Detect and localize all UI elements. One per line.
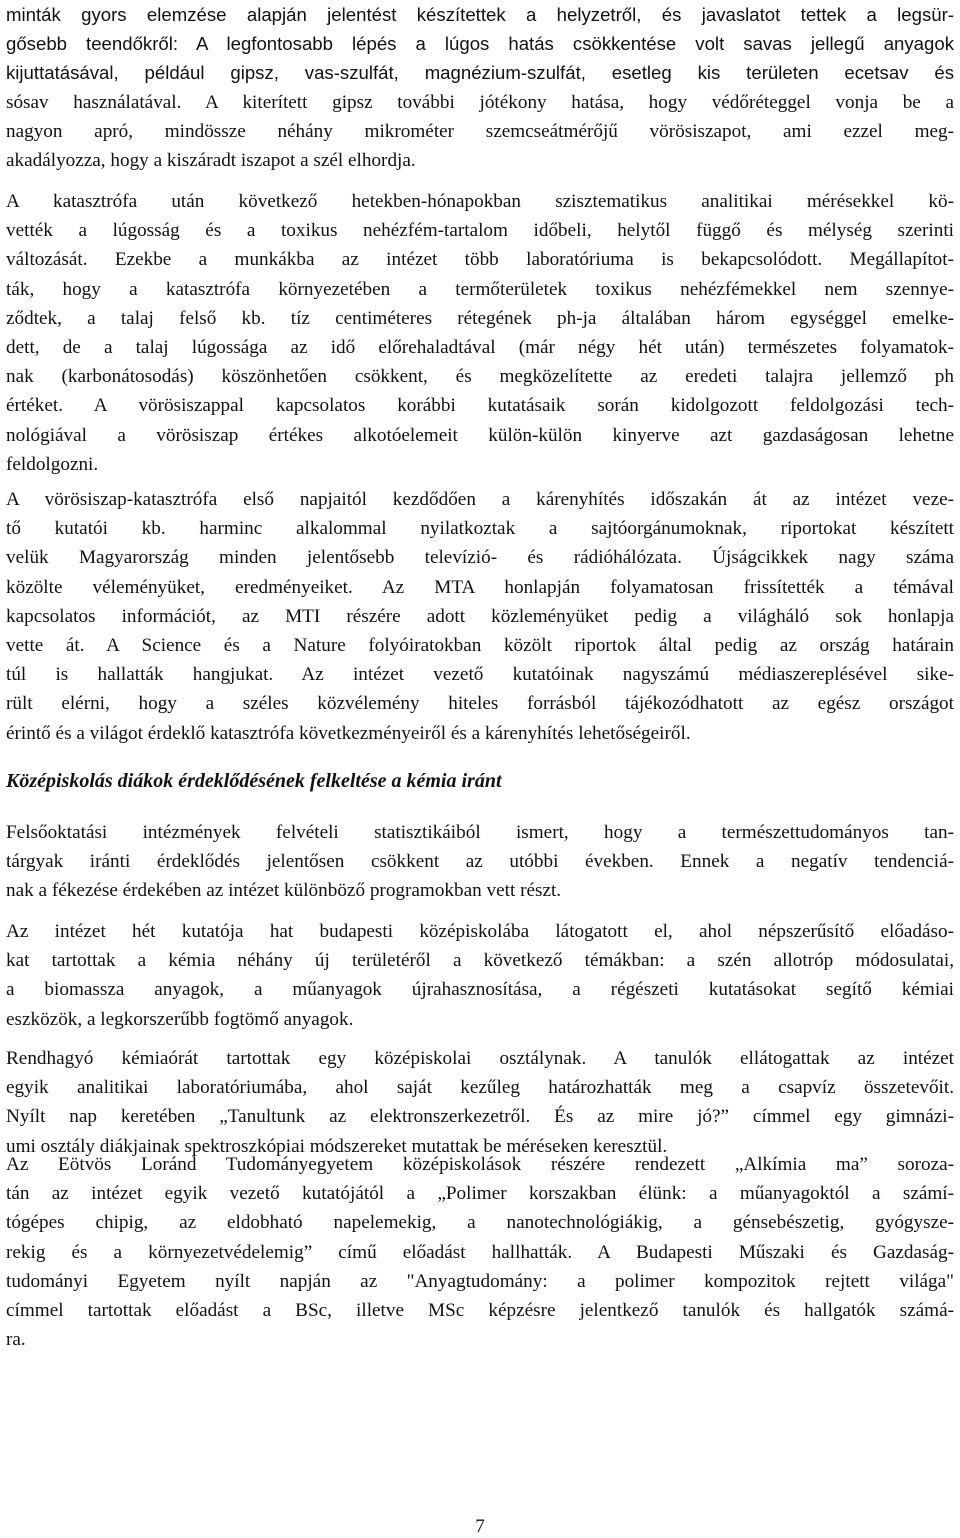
paragraph-line: értéket. A vörösiszappal kapcsolatos korábbi kutatásaik során kidolgozott feldolgozási tech- (6, 395, 954, 417)
paragraph-line: tő kutatói kb. harminc alkalommal nyilatkoztak a sajtóorgánumoknak, riportokat készített (6, 518, 954, 540)
paragraph-line: A katasztrófa után következő hetekben-hónapokban szisztematikus analitikai mérésekkel kö- (6, 191, 954, 212)
paragraph-line: egyik analitikai laboratóriumába, ahol saját kezűleg határozhatták meg a csapvíz összetevőit. (6, 1077, 954, 1099)
paragraph-line: Felsőoktatási intézmények felvételi statisztikáiból ismert, hogy a természettudományos tan- (6, 822, 954, 843)
paragraph-line: vették a lúgosság és a toxikus nehézfém-tartalom időbeli, helytől függő és mélység szerinti (6, 220, 954, 242)
paragraph-school-visits (6, 917, 954, 1034)
paragraph-media (6, 485, 954, 748)
paragraph-line: rekig és a környezetvédelemig” című előadást hallhatták. A Budapesti Műszaki és Gazdaság- (6, 1241, 954, 1263)
paragraph-line: sósav használatával. A kiterített gipsz további jótékony hatása, hogy védőréteggel vonja be a (6, 91, 954, 113)
paragraph-line: Az intézet hét kutatója hat budapesti középiskolába látogatott el, ahol népszerűsítő előadáso- (6, 921, 954, 942)
paragraph-line: kat tartottak a kémia néhány új területéről a következő témákban: a szén allotróp módosulatai, (6, 950, 954, 972)
paragraph-line: minták gyors elemzése alapján jelentést készítettek a helyzetről, és javaslatot tettek a legsür- (6, 4, 954, 25)
paragraph-line: velük Magyarország minden jelentősebb televízió- és rádióhálózata. Újságcikkek nagy száma (6, 547, 954, 569)
paragraph-line: nak (karbonátosodás) köszönhetően csökkent, és megközelítette az eredeti talajra jellemző ph (6, 366, 954, 388)
paragraph-line: akadályozza, hogy a kiszáradt iszapot a szél elhordja. (6, 149, 416, 171)
paragraph-line: nológiával a vörösiszap értékes alkotóelemeit külön-külön kinyerve azt gazdaságosan lehetne (6, 424, 954, 446)
paragraph-line: a biomassza anyagok, a műanyagok újrahasznosítása, a régészeti kutatásokat segítő kémiai (6, 979, 954, 1001)
paragraph-line: Az Eötvös Loránd Tudományegyetem középiskolások részére rendezett „Alkímia ma” soroza- (6, 1154, 954, 1175)
section-heading: Középiskolás diákok érdeklődésének felkeltése a kémia iránt (6, 770, 502, 792)
paragraph-line: nagyon apró, mindössze néhány mikrométer szemcseátmérőjű vörösiszapot, ami ezzel meg- (6, 120, 954, 142)
paragraph-line: változását. Ezekbe a munkákba az intézet több laboratóriuma is bekapcsolódott. Megállapítot- (6, 249, 954, 271)
paragraph-line: ződtek, a talaj felső kb. tíz centiméteres rétegének ph-ja általában három egységgel emelke- (6, 307, 954, 329)
paragraph-line: tán az intézet egyik vezető kutatójától a „Polimer korszakban élünk: a műanyagoktól a számí- (6, 1183, 954, 1205)
paragraph-line: Nyílt nap keretében „Tanultunk az elektronszerkezetről. És az mire jó?” címmel egy gimnázi- (6, 1106, 954, 1128)
paragraph-chemistry-class (6, 1044, 954, 1161)
paragraph-line: rült elérni, hogy a széles közvélemény hiteles forrásból tájékozódhatott az egész országot (6, 693, 954, 715)
paragraph-line: umi osztály diákjainak spektroszkópiai módszereket mutattak be méréseken keresztül. (6, 1135, 668, 1157)
paragraph-interest-decline (6, 818, 954, 906)
paragraph-line: kijuttatásával, például gipsz, vas-szulfát, magnézium-szulfát, esetleg kis területen ecetsav és (6, 62, 954, 84)
paragraph-line: tógépes chipig, az eldobható napelemekig, a nanotechnológiákig, a génsebészetig, gyógysze- (6, 1212, 954, 1234)
paragraph-line: érintő és a világot érdeklő katasztrófa következményeiről és a kárenyhítés lehetőségeiről. (6, 722, 691, 744)
paragraph-university-lectures (6, 1150, 954, 1354)
paragraph-line: címmel tartottak előadást a BSc, illetve MSc képzésre jelentkező tanulók és hallgatók számá- (6, 1299, 954, 1321)
paragraph-line: feldolgozni. (6, 453, 99, 475)
paragraph-line: dett, de a talaj lúgossága az idő előrehaladtával (már négy hét után) természetes folyamatok- (6, 336, 954, 358)
paragraph-line: kapcsolatos információt, az MTI részére adott közleményüket pedig a világháló sok honlapja (6, 605, 954, 627)
paragraph-line: nak a fékezése érdekében az intézet különböző programokban vett részt. (6, 880, 562, 902)
paragraph-line: vette át. A Science és a Nature folyóiratokban közölt riportok által pedig az ország határain (6, 634, 954, 656)
paragraph-line: közölte véleményüket, eredményeiket. Az MTA honlapján folyamatosan frissítették a témával (6, 576, 954, 598)
paragraph-vorosiszap-measures (6, 0, 954, 175)
paragraph-line: ták, hogy a katasztrófa környezetében a termőterületek toxikus nehézfémekkel nem szennye- (6, 278, 954, 300)
paragraph-measurements (6, 187, 954, 479)
paragraph-line: eszközök, a legkorszerűbb fogtömő anyagok. (6, 1008, 354, 1030)
paragraph-line: A vörösiszap-katasztrófa első napjaitól kezdődően a kárenyhítés időszakán át az intézet veze- (6, 489, 954, 510)
paragraph-line: ra. (6, 1329, 26, 1351)
paragraph-line: túl is hallatták hangjukat. Az intézet vezető kutatóinak nagyszámú médiaszereplésével sike- (6, 664, 954, 686)
paragraph-line: tárgyak iránti érdeklődés jelentősen csökkent az utóbbi években. Ennek a negatív tendenciá- (6, 851, 954, 873)
page-number: 7 (475, 1516, 485, 1537)
paragraph-line: Rendhagyó kémiaórát tartottak egy középiskolai osztálynak. A tanulók ellátogattak az intézet (6, 1048, 954, 1069)
paragraph-line: tudományi Egyetem nyílt napján az "Anyagtudomány: a polimer kompozitok rejtett világa" (6, 1270, 954, 1292)
paragraph-line: gősebb teendőkről: A legfontosabb lépés a lúgos hatás csökkentése volt savas jellegű anyagok (6, 33, 954, 55)
